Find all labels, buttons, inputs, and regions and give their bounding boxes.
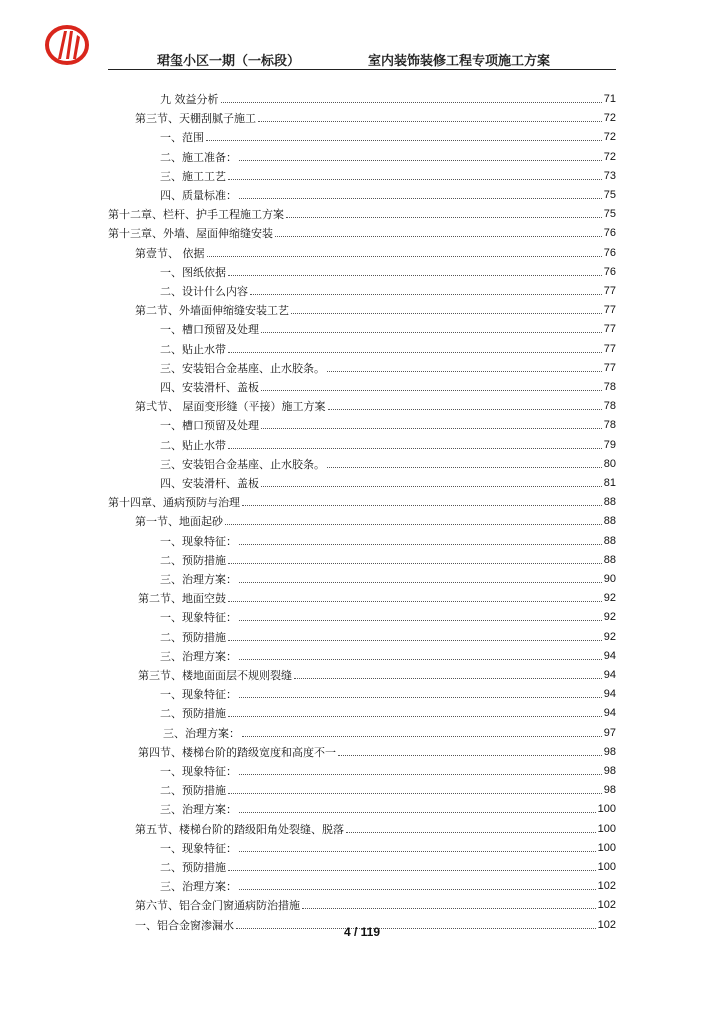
toc-entry-title: 三、治理方案： bbox=[160, 573, 237, 586]
toc-entry-title: 二、设计什么内容 bbox=[160, 285, 248, 298]
toc-entry-page: 88 bbox=[603, 534, 616, 547]
toc-entry-page: 88 bbox=[603, 515, 616, 528]
toc-leader-dots bbox=[239, 774, 602, 775]
toc-entry[interactable] bbox=[160, 760, 616, 778]
toc-entry[interactable] bbox=[160, 568, 616, 586]
toc-entry-title: 一、铝合金窗渗漏水 bbox=[135, 918, 234, 932]
toc-entry-page: 77 bbox=[603, 342, 616, 355]
toc-entry-page: 72 bbox=[603, 150, 616, 163]
toc-leader-dots bbox=[261, 486, 602, 487]
toc-entry-page: 81 bbox=[603, 477, 616, 489]
toc-entry-page: 78 bbox=[603, 419, 616, 432]
toc-entry-page: 100 bbox=[597, 861, 616, 873]
toc-entry[interactable] bbox=[160, 261, 616, 279]
toc-leader-dots bbox=[261, 428, 602, 429]
toc-entry-title: 一、槽口预留及处理 bbox=[160, 419, 259, 433]
toc-entry-title: 一、范围 bbox=[160, 131, 204, 145]
toc-leader-dots bbox=[250, 294, 602, 295]
toc-entry-page: 102 bbox=[597, 918, 616, 931]
toc-entry-title: 四、安装滑杆、盖板 bbox=[160, 381, 259, 394]
toc-entry-page: 77 bbox=[603, 323, 616, 336]
toc-entry-title: 二、预防措施 bbox=[160, 707, 226, 721]
toc-entry-title: 三、安装铝合金基座、止水胶条。 bbox=[160, 361, 325, 375]
toc-entry-page: 75 bbox=[603, 189, 616, 201]
toc-entry-page: 88 bbox=[603, 496, 616, 509]
toc-leader-dots bbox=[239, 812, 596, 813]
toc-entry-page: 75 bbox=[603, 208, 616, 221]
toc-entry-page: 92 bbox=[603, 611, 616, 624]
toc-entry-title: 九 效益分析 bbox=[160, 93, 219, 106]
header-divider bbox=[108, 69, 616, 70]
toc-leader-dots bbox=[239, 160, 602, 161]
toc-entry-title: 第二节、外墙面伸缩缝安装工艺 bbox=[135, 304, 289, 318]
toc-entry-page: 98 bbox=[603, 745, 616, 758]
toc-entry-title: 第三节、天棚刮腻子施工 bbox=[135, 112, 256, 126]
toc-entry[interactable] bbox=[160, 549, 616, 567]
toc-entry-title: 二、贴止水带 bbox=[160, 438, 226, 452]
toc-leader-dots bbox=[239, 620, 602, 621]
toc-leader-dots bbox=[225, 524, 602, 525]
toc-entry-title: 一、现象特征： bbox=[160, 611, 237, 625]
toc-entry[interactable] bbox=[160, 165, 616, 183]
toc-leader-dots bbox=[294, 678, 602, 679]
toc-entry-title: 一、图纸依据 bbox=[160, 265, 226, 279]
toc-leader-dots bbox=[242, 505, 602, 506]
toc-entry-title: 三、治理方案： bbox=[160, 803, 237, 817]
toc-entry-page: 92 bbox=[603, 592, 616, 605]
toc-entry-title: 第五节、楼梯台阶的踏级阳角处裂缝、脱落 bbox=[135, 822, 344, 836]
toc-entry[interactable] bbox=[160, 798, 616, 816]
toc-entry[interactable] bbox=[108, 203, 616, 221]
toc-entry-title: 第六节、铝合金门窗通病防治措施 bbox=[135, 899, 300, 913]
toc-entry[interactable] bbox=[160, 434, 616, 452]
toc-leader-dots bbox=[242, 736, 602, 737]
toc-entry[interactable] bbox=[160, 376, 616, 394]
toc-entry-page: 71 bbox=[603, 93, 616, 105]
toc-entry-title: 第十二章、栏杆、护手工程施工方案 bbox=[108, 208, 284, 222]
toc-entry[interactable] bbox=[160, 453, 616, 471]
toc-leader-dots bbox=[228, 793, 602, 794]
toc-entry-title: 三、治理方案： bbox=[160, 880, 237, 894]
toc-entry-page: 88 bbox=[603, 553, 616, 566]
toc-entry-page: 77 bbox=[603, 304, 616, 317]
toc-leader-dots bbox=[207, 256, 602, 257]
toc-entry[interactable] bbox=[160, 702, 616, 720]
toc-entry-page: 94 bbox=[603, 688, 616, 701]
toc-leader-dots bbox=[338, 755, 602, 756]
toc-entry-title: 第三节、楼地面面层不规则裂缝 bbox=[138, 669, 292, 682]
toc-entry[interactable] bbox=[135, 510, 616, 528]
toc-entry[interactable] bbox=[138, 587, 616, 605]
toc-entry-page: 102 bbox=[597, 880, 616, 893]
toc-entry-title: 二、预防措施 bbox=[160, 784, 226, 798]
toc-entry-title: 一、槽口预留及处理 bbox=[160, 323, 259, 337]
toc-entry[interactable] bbox=[160, 837, 616, 855]
toc-entry[interactable] bbox=[160, 357, 616, 375]
toc-entry-page: 100 bbox=[597, 841, 616, 854]
toc-entry-title: 三、治理方案： bbox=[163, 726, 240, 740]
toc-entry-title: 第四节、楼梯台阶的踏级宽度和高度不一 bbox=[138, 745, 336, 759]
toc-entry[interactable] bbox=[160, 126, 616, 144]
toc-entry-title: 二、预防措施 bbox=[160, 553, 226, 567]
toc-entry[interactable] bbox=[160, 318, 616, 336]
page-number bbox=[0, 925, 724, 939]
toc-entry-title: 二、施工准备： bbox=[160, 150, 237, 164]
toc-entry-page: 77 bbox=[603, 285, 616, 297]
toc-entry[interactable] bbox=[163, 722, 616, 740]
toc-entry[interactable] bbox=[135, 242, 616, 260]
toc-entry-page: 80 bbox=[603, 457, 616, 470]
toc-entry[interactable] bbox=[135, 894, 616, 912]
toc-entry-title: 一、现象特征： bbox=[160, 765, 237, 778]
toc-leader-dots bbox=[239, 851, 596, 852]
page-number-separator: / bbox=[350, 925, 361, 939]
toc-entry[interactable] bbox=[138, 664, 616, 682]
header-document-title: 室内装饰装修工程专项施工方案 bbox=[368, 54, 551, 69]
page-number-total: 119 bbox=[360, 925, 381, 939]
toc-leader-dots bbox=[239, 582, 602, 583]
page-number-current: 4 bbox=[343, 925, 351, 939]
toc-entry-page: 94 bbox=[603, 649, 616, 662]
toc-entry-page: 98 bbox=[603, 765, 616, 777]
toc-leader-dots bbox=[258, 121, 602, 122]
toc-entry[interactable] bbox=[135, 395, 616, 413]
toc-entry[interactable] bbox=[135, 818, 616, 836]
toc-entry[interactable] bbox=[160, 875, 616, 893]
toc-entry-title: 第十四章、通病预防与治理 bbox=[108, 496, 240, 510]
toc-entry-page: 76 bbox=[603, 227, 616, 240]
toc-entry[interactable] bbox=[135, 299, 616, 317]
toc-entry[interactable] bbox=[160, 184, 616, 202]
toc-entry[interactable] bbox=[108, 222, 616, 240]
toc-leader-dots bbox=[206, 140, 602, 141]
toc-leader-dots bbox=[239, 697, 602, 698]
toc-leader-dots bbox=[228, 870, 596, 871]
toc-entry-page: 76 bbox=[603, 246, 616, 259]
toc-entry[interactable] bbox=[160, 530, 616, 548]
toc-leader-dots bbox=[286, 217, 602, 218]
toc-entry-page: 72 bbox=[603, 131, 616, 144]
toc-leader-dots bbox=[239, 889, 596, 890]
toc-entry[interactable] bbox=[160, 338, 616, 356]
toc-entry-page: 77 bbox=[603, 361, 616, 374]
toc-leader-dots bbox=[228, 448, 602, 449]
toc-leader-dots bbox=[228, 179, 602, 180]
toc-entry[interactable] bbox=[135, 107, 616, 125]
toc-leader-dots bbox=[221, 102, 602, 103]
toc-leader-dots bbox=[346, 832, 596, 833]
toc-entry-title: 二、预防措施 bbox=[160, 630, 226, 644]
header-project-title: 珺玺小区一期（一标段） bbox=[157, 54, 301, 69]
toc-entry[interactable] bbox=[160, 626, 616, 644]
toc-entry-title: 三、安装铝合金基座、止水胶条。 bbox=[160, 457, 325, 471]
toc-entry-page: 97 bbox=[603, 726, 616, 739]
toc-entry-page: 73 bbox=[603, 169, 616, 182]
toc-leader-dots bbox=[261, 390, 602, 391]
toc-entry-page: 94 bbox=[603, 707, 616, 720]
toc-leader-dots bbox=[228, 716, 602, 717]
toc-entry-title: 第弍节、 屋面变形缝（平接）施工方案 bbox=[135, 400, 326, 414]
toc-entry-page: 76 bbox=[603, 265, 616, 278]
toc-leader-dots bbox=[228, 563, 602, 564]
toc-entry-title: 第二节、地面空鼓 bbox=[138, 592, 226, 606]
toc-leader-dots bbox=[261, 332, 602, 333]
toc-entry-page: 100 bbox=[597, 822, 616, 835]
toc-entry-title: 一、现象特征： bbox=[160, 688, 237, 702]
toc-entry-page: 78 bbox=[603, 381, 616, 393]
toc-entry-page: 98 bbox=[603, 784, 616, 797]
toc-entry-page: 90 bbox=[603, 573, 616, 585]
toc-entry[interactable] bbox=[160, 645, 616, 663]
toc-entry-title: 二、贴止水带 bbox=[160, 342, 226, 356]
toc-entry[interactable] bbox=[160, 856, 616, 874]
toc-leader-dots bbox=[328, 409, 602, 410]
toc-entry[interactable] bbox=[138, 741, 616, 759]
toc-entry[interactable] bbox=[160, 280, 616, 298]
toc-entry[interactable] bbox=[160, 414, 616, 432]
company-logo-icon bbox=[44, 25, 90, 65]
toc-leader-dots bbox=[327, 371, 602, 372]
toc-entry[interactable] bbox=[160, 146, 616, 164]
toc-entry-page: 100 bbox=[597, 803, 616, 816]
toc-entry-title: 二、预防措施 bbox=[160, 861, 226, 874]
toc-entry[interactable] bbox=[160, 606, 616, 624]
toc-entry[interactable] bbox=[108, 491, 616, 509]
toc-leader-dots bbox=[228, 352, 602, 353]
toc-entry-title: 第壹节、 依据 bbox=[135, 246, 205, 260]
toc-leader-dots bbox=[275, 236, 602, 237]
toc-leader-dots bbox=[327, 467, 602, 468]
toc-entry[interactable] bbox=[160, 683, 616, 701]
toc-entry[interactable] bbox=[160, 779, 616, 797]
toc-entry-page: 78 bbox=[603, 400, 616, 413]
toc-leader-dots bbox=[228, 601, 602, 602]
toc-leader-dots bbox=[239, 659, 602, 660]
toc-leader-dots bbox=[228, 640, 602, 641]
toc-entry-page: 72 bbox=[603, 112, 616, 125]
toc-entry-title: 四、安装滑杆、盖板 bbox=[160, 477, 259, 490]
toc-entry-page: 79 bbox=[603, 438, 616, 451]
toc-entry-title: 第十三章、外墙、屋面伸缩缝安装 bbox=[108, 227, 273, 241]
toc-leader-dots bbox=[228, 275, 602, 276]
toc-leader-dots bbox=[239, 198, 602, 199]
toc-leader-dots bbox=[291, 313, 602, 314]
toc-entry-title: 三、施工工艺 bbox=[160, 169, 226, 183]
toc-entry-title: 四、质量标准： bbox=[160, 189, 237, 202]
toc-entry-title: 一、现象特征： bbox=[160, 534, 237, 548]
toc-entry-title: 三、治理方案： bbox=[160, 649, 237, 663]
toc-entry-title: 一、现象特征： bbox=[160, 841, 237, 855]
toc-leader-dots bbox=[239, 544, 602, 545]
toc-entry[interactable] bbox=[160, 88, 616, 106]
toc-entry-title: 第一节、地面起砂 bbox=[135, 515, 223, 529]
toc-entry-page: 94 bbox=[603, 669, 616, 681]
toc-leader-dots bbox=[302, 908, 596, 909]
toc-entry-page: 92 bbox=[603, 630, 616, 643]
toc-entry-page: 102 bbox=[597, 899, 616, 912]
toc-entry[interactable] bbox=[160, 472, 616, 490]
